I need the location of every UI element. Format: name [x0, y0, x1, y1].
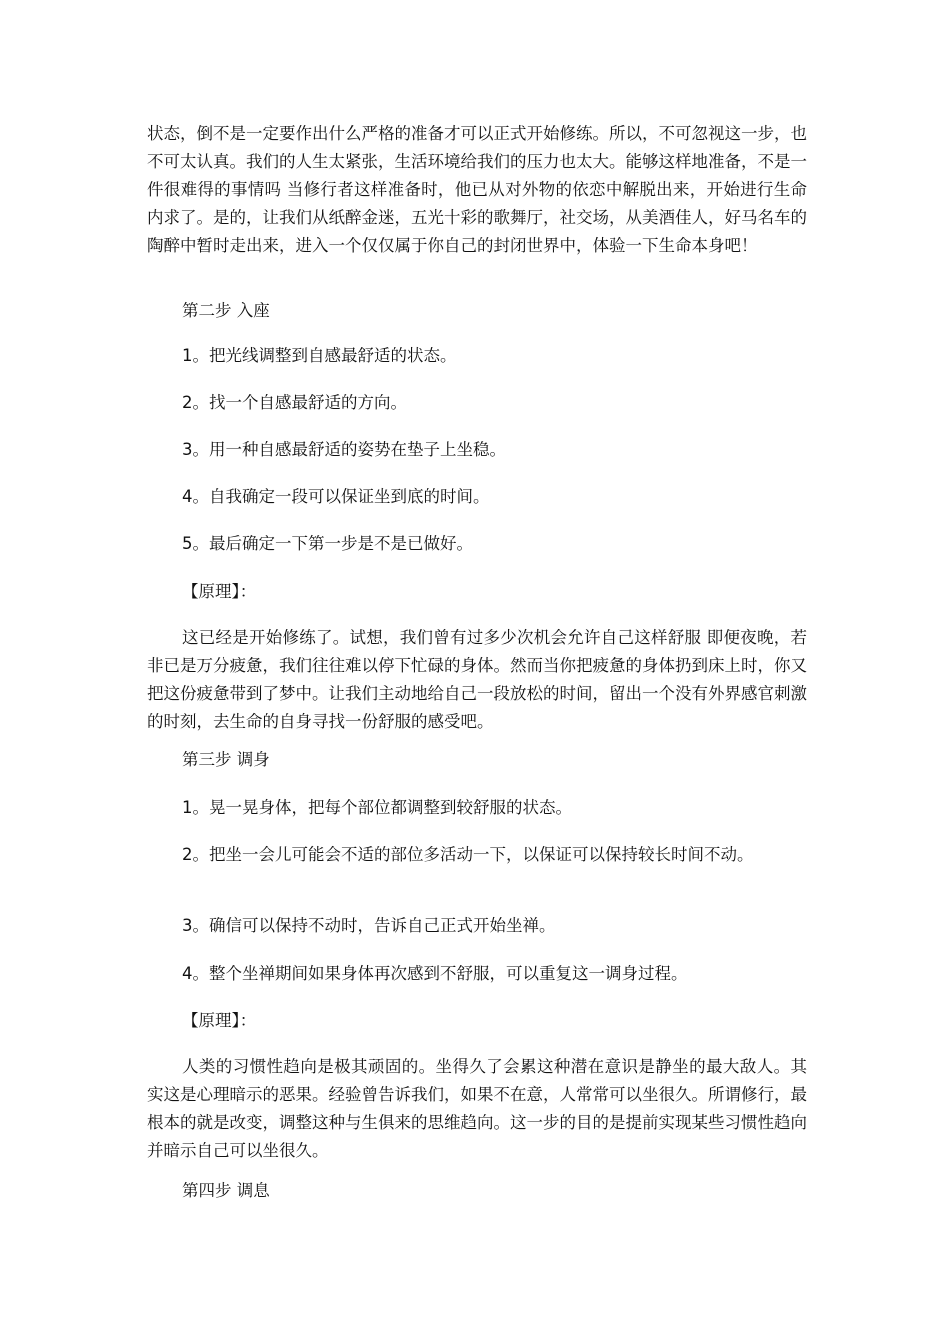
paragraph-principle: 人类的习惯性趋向是极其顽固的。坐得久了会累这种潜在意识是静坐的最大敌人。其实这是心理暗示的恶果。经验曾告诉我们，如果不在意，人常常可以坐很久。所谓修行，最根本的就是改变，调整这种与生俱来的思维趋向。这一步的目的是提前实现某些习惯性趋向并暗示自己可以坐很久。 [147, 1057, 807, 1160]
paragraph-intro: 状态，倒不是一定要作出什么严格的准备才可以正式开始修练。所以，不可忽视这一步，也不可太认真。我们的人生太紧张，生活环境给我们的压力也太大。能够这样地准备，不是一件很难得的事情吗 当修行者这样准备时，他已从对外物的依恋中解脱出来，开始进行生命内求了。是的，让我们从纸醉金迷，五光十彩的歌舞厅，社交场，从美酒佳人，好马名车的陶醉中暂时走出来，进入一个仅仅属于你自己的封闭世界中，体验一下生命本身吧！ [147, 124, 807, 255]
list-item: 5。最后确定一下第一步是不是已做好。 [182, 534, 473, 553]
paragraph-principle: 这已经是开始修练了。试想，我们曾有过多少次机会允许自己这样舒服 即便夜晚，若非已是万分疲惫，我们往往难以停下忙碌的身体。然而当你把疲惫的身体扔到床上时，你又把这份疲惫带到了梦中。让我们主动地给自己一段放松的时间，留出一个没有外界感官刺激的时刻，去生命的自身寻找一份舒服的感受吧。 [147, 628, 807, 731]
heading-step-two: 第二步 入座 [182, 301, 270, 320]
principle-label: 【原理】： [182, 582, 257, 601]
list-item: 1。把光线调整到自感最舒适的状态。 [182, 346, 457, 365]
list-item: 4。自我确定一段可以保证坐到底的时间。 [182, 487, 490, 506]
list-item: 3。确信可以保持不动时，告诉自己正式开始坐禅。 [182, 916, 556, 935]
list-item: 4。整个坐禅期间如果身体再次感到不舒服，可以重复这一调身过程。 [182, 964, 688, 983]
principle-label: 【原理】： [182, 1011, 257, 1030]
list-item: 2。找一个自感最舒适的方向。 [182, 393, 407, 412]
heading-step-three: 第三步 调身 [182, 750, 270, 769]
heading-step-four: 第四步 调息 [182, 1181, 270, 1200]
list-item: 1。晃一晃身体，把每个部位都调整到较舒服的状态。 [182, 798, 572, 817]
list-item: 2。把坐一会儿可能会不适的部位多活动一下，以保证可以保持较长时间不动。 [182, 845, 754, 864]
list-item: 3。用一种自感最舒适的姿势在垫子上坐稳。 [182, 440, 506, 459]
